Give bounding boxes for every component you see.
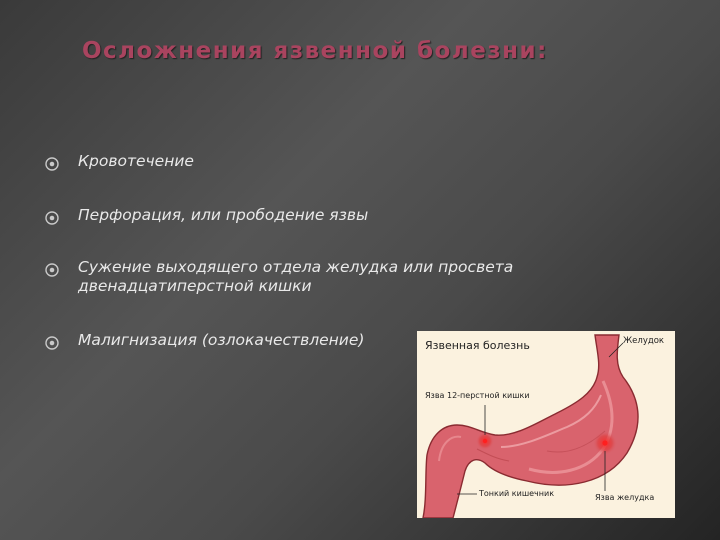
circled-dot-bullet-icon bbox=[44, 335, 60, 351]
ulcer-illustration bbox=[417, 331, 675, 518]
bullet-item-perforation bbox=[44, 206, 564, 226]
bullet-text: Перфорация, или прободение язвы bbox=[78, 206, 369, 224]
circled-dot-bullet-icon bbox=[44, 210, 60, 226]
bullet-item-stenosis bbox=[44, 258, 564, 296]
label-stomach-ulcer: Язва желудка bbox=[595, 493, 655, 502]
bullet-text: Кровотечение bbox=[78, 152, 194, 170]
slide-title: Осложнения язвенной болезни: bbox=[82, 38, 548, 64]
label-duodenal-ulcer: Язва 12-перстной кишки bbox=[425, 391, 530, 400]
bullet-text: Сужение выходящего отдела желудка или просвета двенадцатиперстной кишки bbox=[78, 258, 514, 295]
figure-title: Язвенная болезнь bbox=[425, 339, 530, 352]
circled-dot-bullet-icon bbox=[44, 262, 60, 278]
label-stomach: Желудок bbox=[623, 336, 665, 346]
label-small-intestine: Тонкий кишечник bbox=[479, 489, 555, 498]
bullet-item-bleeding bbox=[44, 152, 564, 172]
circled-dot-bullet-icon bbox=[44, 156, 60, 172]
bullet-text: Малигнизация (озлокачествление) bbox=[78, 331, 365, 349]
